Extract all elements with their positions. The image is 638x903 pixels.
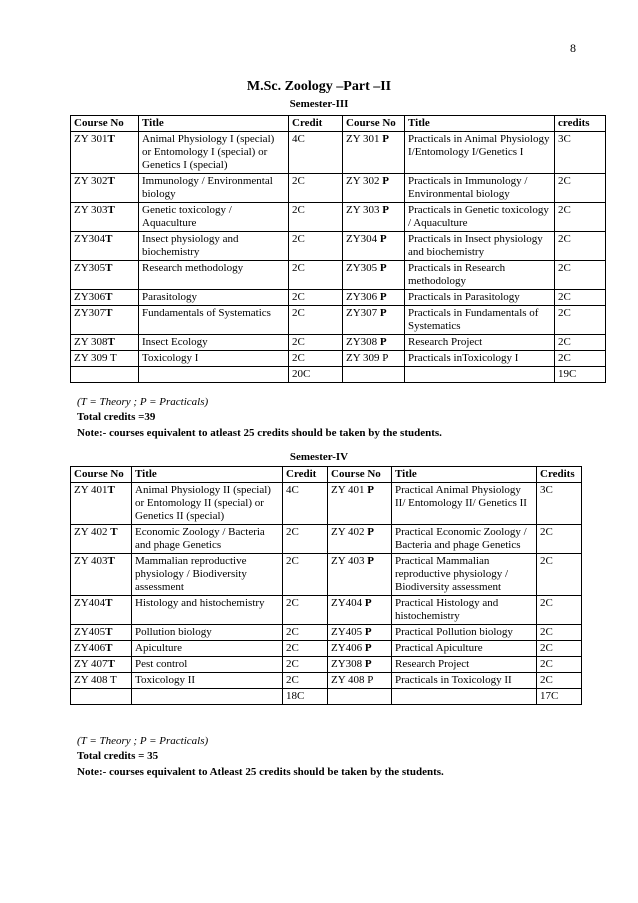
course-type-suffix: T [107, 658, 115, 670]
course-no-cell [71, 657, 132, 673]
course-no-cell [328, 673, 392, 689]
credit-cell: 2C [289, 335, 343, 351]
course-title-cell: Fundamentals of Systematics [139, 306, 289, 335]
course-no-cell [343, 232, 405, 261]
course-title-cell: Practicals inToxicology I [405, 351, 555, 367]
course-no-cell [71, 203, 139, 232]
total-row [71, 367, 606, 383]
course-type-suffix: P [382, 204, 389, 216]
course-title-cell: Animal Physiology I (special) or Entomology I (special) or Genetics I (special) [139, 132, 289, 174]
course-code: ZY 403 [331, 555, 368, 567]
credit-cell: 2C [555, 290, 606, 306]
credit-cell: 2C [537, 625, 582, 641]
course-no-cell [71, 641, 132, 657]
course-code: ZY 301 [346, 133, 383, 145]
course-title-cell: Practical Apiculture [392, 641, 537, 657]
course-type-suffix: T [107, 555, 115, 567]
column-header: Title [139, 116, 289, 132]
course-title-cell: Toxicology I [139, 351, 289, 367]
course-no-cell [328, 525, 392, 554]
course-no-cell [71, 351, 139, 367]
course-title-cell: Histology and histochemistry [132, 596, 283, 625]
course-code: ZY405 [74, 626, 106, 638]
credit-cell: 2C [537, 673, 582, 689]
course-no-cell [71, 335, 139, 351]
column-header: Course No [343, 116, 405, 132]
credit-cell: 2C [555, 261, 606, 290]
course-title-cell: Animal Physiology II (special) or Entomology II (special) or Genetics II (special) [132, 483, 283, 525]
table-row [71, 306, 606, 335]
course-no-cell [328, 657, 392, 673]
credit-cell: 2C [289, 203, 343, 232]
course-type-suffix: T [105, 262, 113, 274]
empty-cell [71, 367, 139, 383]
course-no-cell [328, 483, 392, 525]
course-title-cell: Immunology / Environmental biology [139, 174, 289, 203]
course-title-cell: Practicals in Fundamentals of Systematics [405, 306, 555, 335]
course-code: ZY 309 T [74, 352, 117, 364]
course-title-cell: Research methodology [139, 261, 289, 290]
empty-cell [328, 689, 392, 705]
credit-cell: 2C [283, 525, 328, 554]
table-row [71, 673, 582, 689]
semester4-legend: (T = Theory ; P = Practicals) [77, 735, 209, 747]
total-row [71, 689, 582, 705]
course-type-suffix: T [105, 233, 113, 245]
course-type-suffix: T [107, 204, 115, 216]
table-row [71, 261, 606, 290]
course-type-suffix: T [105, 307, 113, 319]
credit-cell: 2C [289, 306, 343, 335]
course-type-suffix: P [382, 133, 389, 145]
credit-cell: 2C [289, 174, 343, 203]
table-row [71, 174, 606, 203]
course-type-suffix: T [107, 175, 115, 187]
credit-cell: 2C [283, 673, 328, 689]
table-row [71, 554, 582, 596]
course-code: ZY 308 [74, 336, 108, 348]
credit-cell: 2C [283, 625, 328, 641]
course-type-suffix: P [364, 597, 372, 609]
course-code: ZY307 [346, 307, 380, 319]
course-code: ZY 301 [74, 133, 108, 145]
course-code: ZY 303 [346, 204, 383, 216]
credit-cell: 2C [555, 335, 606, 351]
total-theory-cell: 18C [283, 689, 328, 705]
course-type-suffix: P [364, 626, 372, 638]
credit-cell: 2C [555, 306, 606, 335]
credit-cell: 2C [537, 657, 582, 673]
course-title-cell: Toxicology II [132, 673, 283, 689]
course-title-cell: Parasitology [139, 290, 289, 306]
course-type-suffix: P [367, 484, 374, 496]
course-no-cell [71, 132, 139, 174]
course-type-suffix: T [107, 133, 115, 145]
credit-cell: 2C [555, 232, 606, 261]
page-number: 8 [570, 41, 576, 55]
course-type-suffix: T [110, 526, 118, 538]
course-code: ZY 402 [74, 526, 111, 538]
credit-cell: 2C [555, 203, 606, 232]
table-row [71, 525, 582, 554]
course-type-suffix: P [379, 233, 387, 245]
course-title-cell: Insect physiology and biochemistry [139, 232, 289, 261]
course-no-cell [71, 673, 132, 689]
course-title-cell: Practical Histology and histochemistry [392, 596, 537, 625]
page-title: M.Sc. Zoology –Part –II [246, 79, 392, 94]
column-header: credits [555, 116, 606, 132]
credit-cell: 4C [289, 132, 343, 174]
table-row [71, 483, 582, 525]
table-header-row [71, 467, 582, 483]
table-row [71, 657, 582, 673]
course-code: ZY 407 [74, 658, 108, 670]
semester4-note: Note:- courses equivalent to Atleast 25 credits should be taken by the students. [77, 766, 444, 778]
total-practical-cell: 19C [555, 367, 606, 383]
course-no-cell [343, 174, 405, 203]
course-type-suffix: T [105, 642, 113, 654]
table-row [71, 596, 582, 625]
semester3-total-credits: Total credits =39 [77, 411, 156, 423]
course-type-suffix: P [364, 658, 372, 670]
empty-cell [392, 689, 537, 705]
credit-cell: 2C [537, 554, 582, 596]
course-type-suffix: P [382, 175, 389, 187]
course-title-cell: Mammalian reproductive physiology / Biodiversity assessment [132, 554, 283, 596]
empty-cell [343, 367, 405, 383]
course-type-suffix: T [105, 597, 113, 609]
course-title-cell: Practical Mammalian reproductive physiology / Biodiversity assessment [392, 554, 537, 596]
empty-cell [405, 367, 555, 383]
credit-cell: 2C [555, 174, 606, 203]
course-no-cell [328, 625, 392, 641]
credit-cell: 2C [283, 554, 328, 596]
course-no-cell [71, 483, 132, 525]
course-code: ZY 402 [331, 526, 368, 538]
course-code: ZY 403 [74, 555, 108, 567]
course-title-cell: Pest control [132, 657, 283, 673]
course-code: ZY 309 P [346, 352, 389, 364]
course-title-cell: Research Project [405, 335, 555, 351]
course-code: ZY 408 P [331, 674, 374, 686]
semester3-legend: (T = Theory ; P = Practicals) [77, 396, 209, 408]
credit-cell: 2C [289, 232, 343, 261]
course-no-cell [71, 174, 139, 203]
course-title-cell: Research Project [392, 657, 537, 673]
course-code: ZY306 [74, 291, 106, 303]
course-code: ZY406 [74, 642, 106, 654]
course-code: ZY406 [331, 642, 365, 654]
semester4-table [70, 466, 582, 705]
course-type-suffix: P [379, 291, 387, 303]
course-type-suffix: T [107, 336, 115, 348]
semester4-title: Semester-IV [289, 451, 349, 463]
semester3-title: Semester-III [289, 98, 349, 110]
table-header-row [71, 116, 606, 132]
course-no-cell [71, 554, 132, 596]
course-title-cell: Practicals in Insect physiology and biochemistry [405, 232, 555, 261]
course-code: ZY404 [331, 597, 365, 609]
credit-cell: 2C [289, 351, 343, 367]
table-row [71, 625, 582, 641]
course-no-cell [343, 132, 405, 174]
course-title-cell: Pollution biology [132, 625, 283, 641]
table-row [71, 351, 606, 367]
course-type-suffix: P [364, 642, 372, 654]
course-title-cell: Practical Animal Physiology II/ Entomology II/ Genetics II [392, 483, 537, 525]
course-no-cell [71, 232, 139, 261]
table-row [71, 232, 606, 261]
course-code: ZY 401 [331, 484, 368, 496]
total-theory-cell: 20C [289, 367, 343, 383]
credit-cell: 2C [537, 641, 582, 657]
course-code: ZY 302 [74, 175, 108, 187]
course-code: ZY404 [74, 597, 106, 609]
course-title-cell: Practicals in Toxicology II [392, 673, 537, 689]
credit-cell: 2C [537, 525, 582, 554]
course-code: ZY 401 [74, 484, 108, 496]
course-no-cell [343, 306, 405, 335]
course-code: ZY304 [74, 233, 106, 245]
column-header: Title [405, 116, 555, 132]
course-no-cell [71, 625, 132, 641]
column-header: Course No [71, 467, 132, 483]
column-header: Credits [537, 467, 582, 483]
course-title-cell: Practicals in Parasitology [405, 290, 555, 306]
course-no-cell [328, 596, 392, 625]
course-no-cell [71, 306, 139, 335]
course-title-cell: Practicals in Immunology / Environmental biology [405, 174, 555, 203]
credit-cell: 2C [289, 261, 343, 290]
course-type-suffix: P [379, 262, 387, 274]
course-type-suffix: P [379, 336, 387, 348]
course-code: ZY405 [331, 626, 365, 638]
course-code: ZY307 [74, 307, 106, 319]
course-title-cell: Practical Pollution biology [392, 625, 537, 641]
credit-cell: 2C [283, 641, 328, 657]
column-header: Course No [71, 116, 139, 132]
column-header: Title [392, 467, 537, 483]
credit-cell: 4C [283, 483, 328, 525]
credit-cell: 2C [537, 596, 582, 625]
semester3-note: Note:- courses equivalent to atleast 25 credits should be taken by the students. [77, 427, 442, 439]
course-code: ZY308 [346, 336, 380, 348]
total-practical-cell: 17C [537, 689, 582, 705]
credit-cell: 3C [537, 483, 582, 525]
course-title-cell: Practicals in Research methodology [405, 261, 555, 290]
table-row [71, 132, 606, 174]
course-code: ZY305 [346, 262, 380, 274]
course-code: ZY 408 T [74, 674, 117, 686]
column-header: Credit [283, 467, 328, 483]
course-no-cell [328, 554, 392, 596]
column-header: Credit [289, 116, 343, 132]
course-title-cell: Practicals in Animal Physiology I/Entomology I/Genetics I [405, 132, 555, 174]
empty-cell [132, 689, 283, 705]
table-row [71, 290, 606, 306]
semester4-total-credits: Total credits = 35 [77, 750, 159, 762]
course-no-cell [71, 261, 139, 290]
column-header: Title [132, 467, 283, 483]
table-row [71, 641, 582, 657]
empty-cell [71, 689, 132, 705]
credit-cell: 2C [555, 351, 606, 367]
course-no-cell [71, 290, 139, 306]
course-code: ZY 302 [346, 175, 383, 187]
course-no-cell [71, 596, 132, 625]
course-title-cell: Apiculture [132, 641, 283, 657]
table-row [71, 335, 606, 351]
course-title-cell: Insect Ecology [139, 335, 289, 351]
course-no-cell [343, 351, 405, 367]
course-type-suffix: T [105, 626, 113, 638]
empty-cell [139, 367, 289, 383]
course-title-cell: Practicals in Genetic toxicology / Aquaculture [405, 203, 555, 232]
course-no-cell [71, 525, 132, 554]
course-no-cell [343, 290, 405, 306]
course-code: ZY308 [331, 658, 365, 670]
course-code: ZY305 [74, 262, 106, 274]
credit-cell: 3C [555, 132, 606, 174]
course-no-cell [343, 335, 405, 351]
column-header: Course No [328, 467, 392, 483]
course-type-suffix: T [107, 484, 115, 496]
course-title-cell: Economic Zoology / Bacteria and phage Genetics [132, 525, 283, 554]
course-no-cell [343, 261, 405, 290]
credit-cell: 2C [283, 596, 328, 625]
course-code: ZY 303 [74, 204, 108, 216]
table-row [71, 203, 606, 232]
course-code: ZY304 [346, 233, 380, 245]
course-no-cell [328, 641, 392, 657]
credit-cell: 2C [283, 657, 328, 673]
course-type-suffix: P [367, 555, 374, 567]
course-title-cell: Practical Economic Zoology / Bacteria and phage Genetics [392, 525, 537, 554]
course-type-suffix: P [379, 307, 387, 319]
course-code: ZY306 [346, 291, 380, 303]
course-title-cell: Genetic toxicology / Aquaculture [139, 203, 289, 232]
course-type-suffix: T [105, 291, 113, 303]
credit-cell: 2C [289, 290, 343, 306]
course-type-suffix: P [367, 526, 374, 538]
semester3-table [70, 115, 606, 383]
course-no-cell [343, 203, 405, 232]
